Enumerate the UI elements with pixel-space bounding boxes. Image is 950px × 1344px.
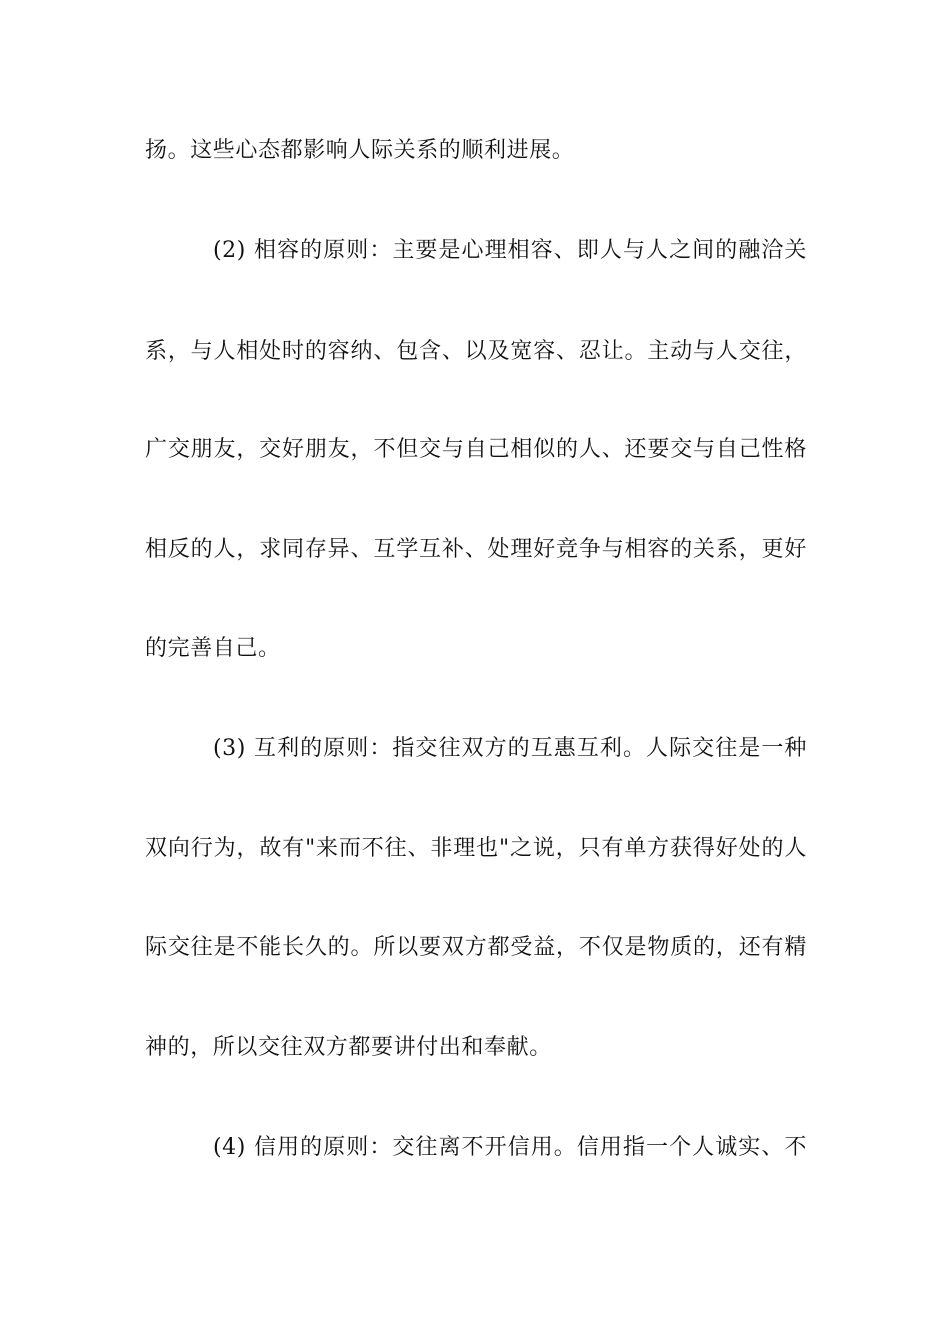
paragraph-line: 神的，所以交往双方都要讲付出和奉献。	[145, 1035, 552, 1060]
paragraph-line: 相反的人，求同存异、互学互补、处理好竞争与相容的关系，更好	[145, 537, 807, 562]
paragraph-line: 的完善自己。	[145, 636, 281, 661]
paragraph-line: (2) 相容的原则：主要是心理相容、即人与人之间的融洽关	[213, 238, 807, 263]
paragraph-line: 广交朋友，交好朋友，不但交与自己相似的人、还要交与自己性格	[145, 437, 807, 462]
paragraph-line: (4) 信用的原则：交往离不开信用。信用指一个人诚实、不	[213, 1135, 807, 1160]
paragraph-line: 扬。这些心态都影响人际关系的顺利进展。	[145, 138, 575, 163]
paragraph-line: 际交往是不能长久的。所以要双方都受益，不仅是物质的，还有精	[145, 935, 807, 960]
paragraph-line: 双向行为，故有"来而不往、非理也"之说，只有单方获得好处的人	[145, 836, 807, 861]
paragraph-line: (3) 互利的原则：指交往双方的互惠互利。人际交往是一种	[213, 736, 807, 761]
paragraph-line: 系，与人相处时的容纳、包含、以及宽容、忍让。主动与人交往，	[145, 339, 807, 364]
